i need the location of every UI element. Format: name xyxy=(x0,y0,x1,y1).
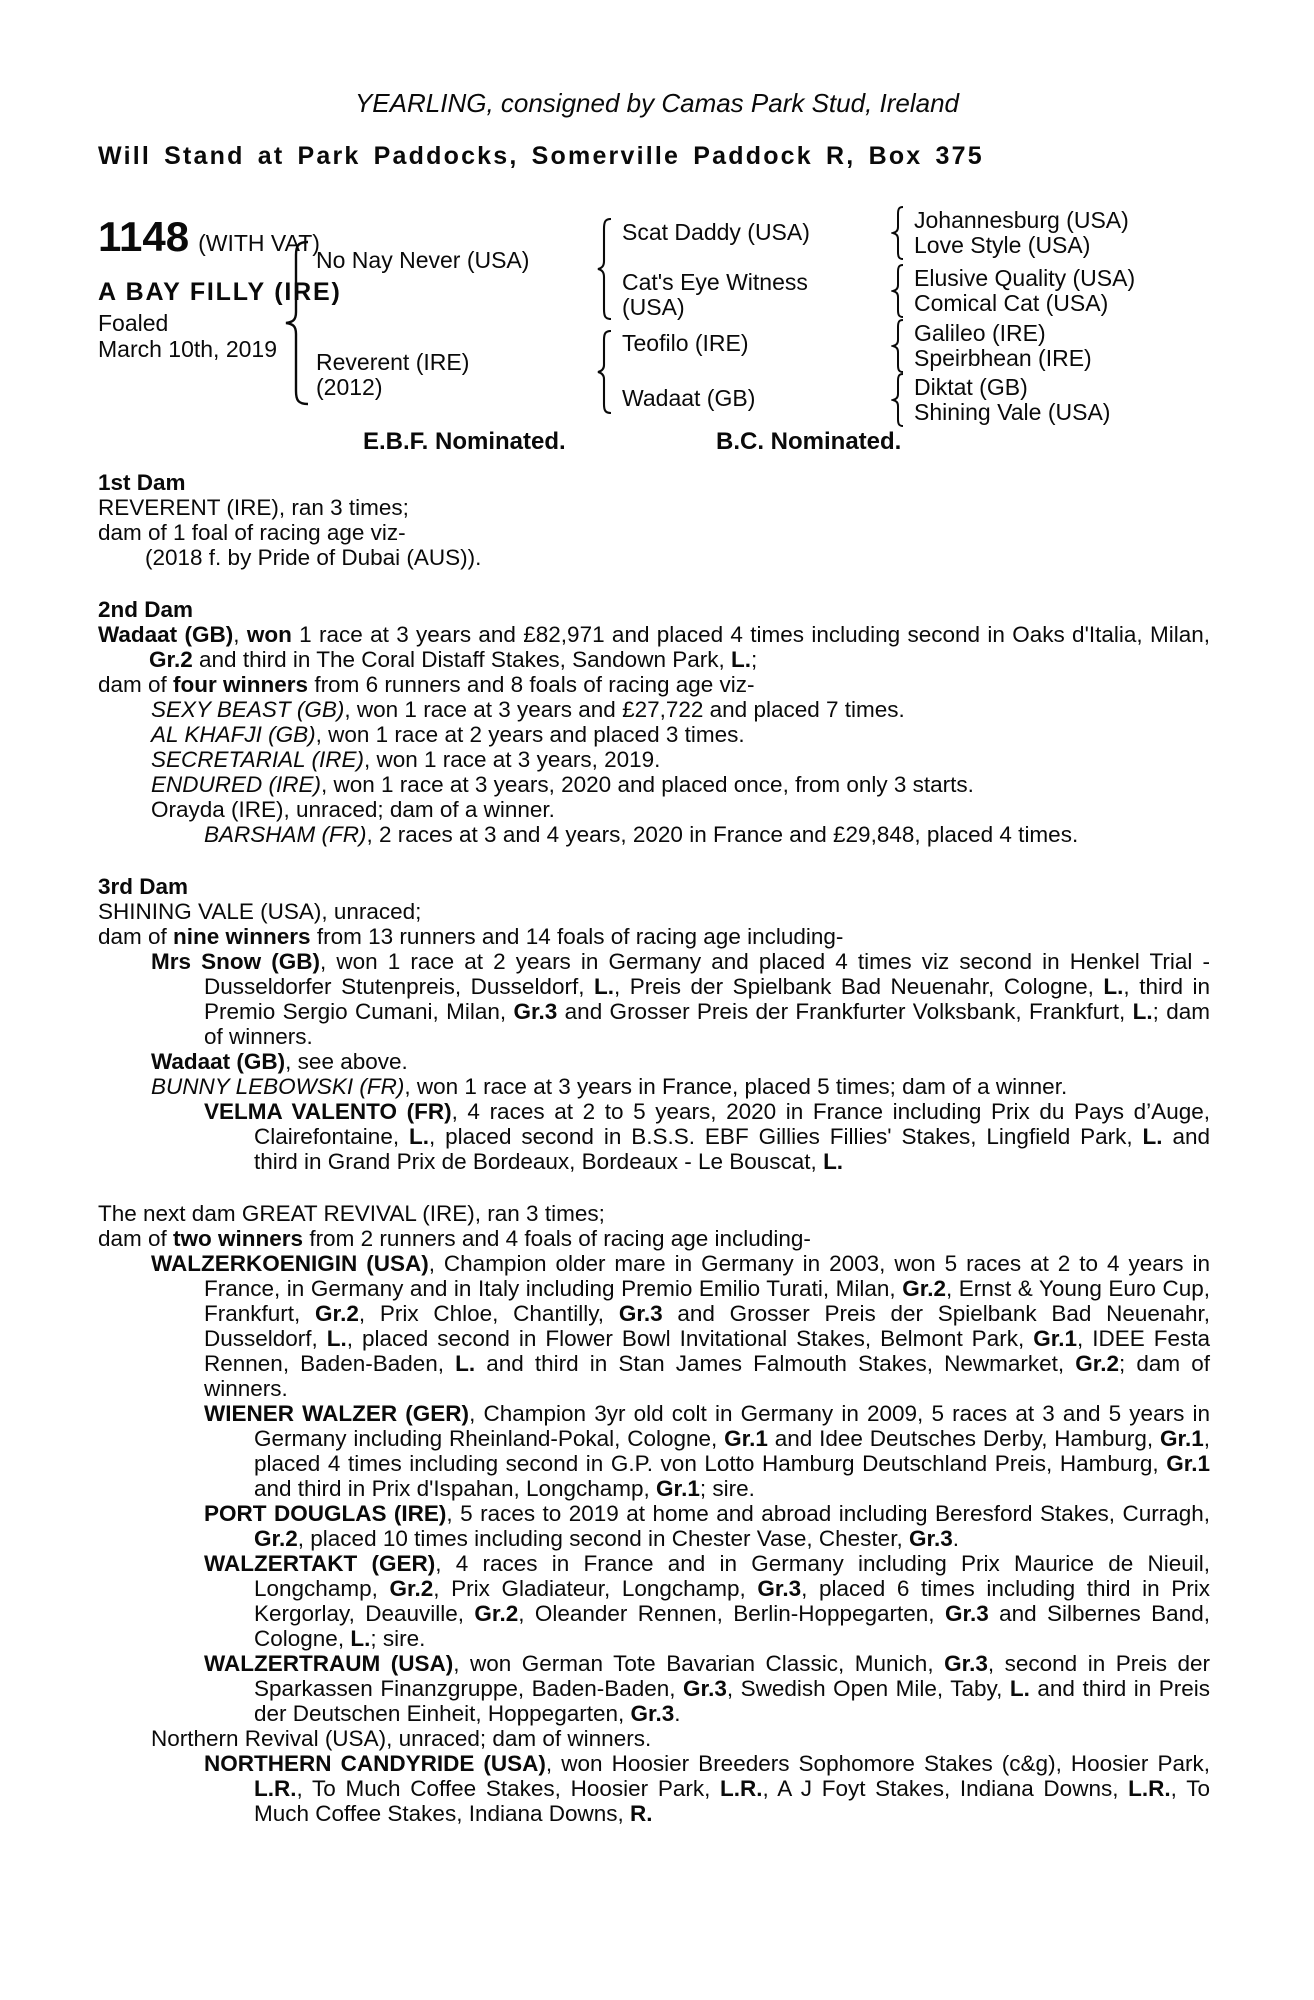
text-segment: , Swedish Open Mile, Taby, xyxy=(726,1676,1010,1701)
text-segment: , 2 races at 3 and 4 years, 2020 in France and £29,848, placed 4 times. xyxy=(366,822,1079,847)
text-segment: and Idee Deutsches Derby, Hamburg, xyxy=(767,1426,1160,1451)
catalogue-paragraph xyxy=(98,747,1210,772)
text-segment: , placed second in B.S.S. EBF Gillies Fillies' Stakes, Lingfield Park, xyxy=(429,1124,1143,1149)
pedigree-sire-sire-dam: Love Style (USA) xyxy=(914,232,1091,258)
pedigree-sire-dam: Cat's Eye Witness (USA) xyxy=(622,269,808,320)
text-segment: , won German Tote Bavarian Classic, Munich, xyxy=(453,1651,945,1676)
text-segment: Mrs Snow (GB) xyxy=(151,949,320,974)
dam-section xyxy=(98,874,1210,1174)
text-segment: , won 1 race at 3 years and £27,722 and placed 7 times. xyxy=(344,697,905,722)
text-segment: and Silbernes Band, Cologne, xyxy=(254,1601,1210,1651)
text-segment: , xyxy=(233,622,247,647)
dam-section-heading: 3rd Dam xyxy=(98,874,189,899)
text-segment: , placed 6 times including third in Prix Kergorlay, Deauville, xyxy=(254,1576,1210,1626)
text-segment: L. xyxy=(350,1626,371,1651)
pedigree-dam-dam: Wadaat (GB) xyxy=(622,385,756,411)
text-segment: and third in Grand Prix de Bordeaux, Bordeaux - Le Bouscat, xyxy=(254,1124,1210,1174)
lot-description: A BAY FILLY (IRE) xyxy=(98,278,342,306)
pedigree-sire: No Nay Never (USA) xyxy=(316,247,530,273)
text-segment: , second in Preis der Sparkassen Finanzgruppe, Baden-Baden, xyxy=(254,1651,1211,1701)
text-segment: dam of xyxy=(98,924,174,949)
text-segment: Gr.3 xyxy=(944,1601,989,1626)
text-segment: Gr.2 xyxy=(1075,1351,1120,1376)
dam-section-heading: 2nd Dam xyxy=(98,597,194,622)
catalogue-paragraph xyxy=(98,697,1210,722)
pedigree-sire-dam-sire: Elusive Quality (USA) xyxy=(914,265,1136,291)
text-segment: Wadaat (GB) xyxy=(98,622,234,647)
text-segment: ; dam of winners. xyxy=(204,999,1210,1049)
consignor-line: YEARLING, consigned by Camas Park Stud, Ireland xyxy=(354,88,960,118)
catalogue-paragraph xyxy=(98,1074,1210,1099)
text-segment: L.R. xyxy=(720,1776,763,1801)
text-segment: Orayda (IRE), unraced; dam of a winner. xyxy=(151,797,555,822)
text-segment: from 13 runners and 14 foals of racing age including- xyxy=(310,924,844,949)
catalogue-paragraph xyxy=(98,1751,1210,1826)
text-segment: , third in Premio Sergio Cumani, Milan, xyxy=(204,974,1210,1024)
text-segment: WALZERTAKT (GER) xyxy=(204,1551,436,1576)
foaled-label: Foaled xyxy=(98,310,169,336)
vat-note: (WITH VAT) xyxy=(198,230,320,256)
text-segment: BARSHAM (FR) xyxy=(204,822,367,847)
text-segment: , Champion 3yr old colt in Germany in 2009, 5 races at 3 and 5 years in Germany including Rheinland-Pokal, Cologne, xyxy=(254,1401,1210,1451)
catalogue-paragraph xyxy=(98,1099,1210,1174)
text-segment: , IDEE Festa Rennen, Baden-Baden, xyxy=(204,1326,1210,1376)
text-segment: Gr.2 xyxy=(474,1601,519,1626)
text-segment: PORT DOUGLAS (IRE) xyxy=(204,1501,447,1526)
text-segment: , placed second in Flower Bowl Invitational Stakes, Belmont Park, xyxy=(346,1326,1034,1351)
text-segment: Gr.3 xyxy=(757,1576,802,1601)
pedigree-dam-brace-icon xyxy=(596,330,614,414)
stand-location-line: Will Stand at Park Paddocks, Somerville Paddock R, Box 375 xyxy=(98,142,984,170)
text-segment: , Champion older mare in Germany in 2003, won 5 races at 2 to 4 years in France, in Germany and in Italy including Premio Emilio Turati, Milan, xyxy=(204,1251,1210,1301)
text-segment: , won 1 race at 3 years, 2020 and placed once, from only 3 starts. xyxy=(321,772,974,797)
catalogue-paragraph xyxy=(98,899,1210,924)
text-segment: BUNNY LEBOWSKI (FR) xyxy=(151,1074,405,1099)
text-segment: , Oleander Rennen, Berlin-Hoppegarten, xyxy=(518,1601,945,1626)
pedigree-sire-brace-icon xyxy=(596,218,614,320)
text-segment: , see above. xyxy=(285,1049,408,1074)
text-segment: L.R. xyxy=(1128,1776,1171,1801)
text-segment: from 6 runners and 8 foals of racing age viz- xyxy=(308,672,755,697)
text-segment: . xyxy=(952,1526,959,1551)
text-segment: ; xyxy=(750,647,758,672)
text-segment: L. xyxy=(1009,1676,1030,1701)
catalogue-paragraph xyxy=(98,949,1210,1049)
catalogue-paragraph xyxy=(98,1401,1210,1501)
text-segment: ; dam of winners. xyxy=(204,1351,1211,1401)
pedigree-dam-dam-dam: Shining Vale (USA) xyxy=(914,399,1111,425)
catalogue-paragraph xyxy=(98,1251,1210,1401)
text-segment: NORTHERN CANDYRIDE (USA) xyxy=(204,1751,546,1776)
pedigree-sire-dam-dam: Comical Cat (USA) xyxy=(914,290,1109,316)
text-segment: Gr.1 xyxy=(656,1476,700,1501)
text-segment: , Preis der Spielbank Bad Neuenahr, Cologne, xyxy=(613,974,1104,999)
pedigree-gg-brace-icon xyxy=(891,264,906,318)
text-segment: , placed 10 times including second in Chester Vase, Chester, xyxy=(297,1526,909,1551)
text-segment: ; sire. xyxy=(370,1626,426,1651)
dam-sections xyxy=(98,470,1210,1826)
pedigree-sire-sire: Scat Daddy (USA) xyxy=(622,219,810,245)
ebf-nomination: E.B.F. Nominated. xyxy=(363,428,566,455)
text-segment: Gr.2 xyxy=(389,1576,434,1601)
text-segment: , Prix Chloe, Chantilly, xyxy=(358,1301,619,1326)
catalogue-paragraph xyxy=(98,1501,1210,1551)
text-segment: Gr.2 xyxy=(149,647,193,672)
catalogue-paragraph xyxy=(98,924,1210,949)
text-segment: , won 1 race at 3 years, 2019. xyxy=(363,747,661,772)
pedigree-dam-sire-sire: Galileo (IRE) xyxy=(914,320,1046,346)
text-segment: (2018 f. by Pride of Dubai (AUS)). xyxy=(145,545,482,570)
text-segment: Gr.3 xyxy=(630,1701,675,1726)
text-segment: and third in Stan James Falmouth Stakes, Newmarket, xyxy=(475,1351,1076,1376)
catalogue-paragraph xyxy=(98,520,1210,545)
text-segment: Gr.2 xyxy=(254,1526,298,1551)
text-segment: Gr.3 xyxy=(513,999,558,1024)
text-segment: L. xyxy=(593,974,614,999)
text-segment: , A J Foyt Stakes, Indiana Downs, xyxy=(762,1776,1129,1801)
pedigree-gg-brace-icon xyxy=(891,373,906,427)
text-segment: , Prix Gladiateur, Longchamp, xyxy=(433,1576,758,1601)
pedigree-dam: Reverent (IRE) xyxy=(316,349,470,375)
text-segment: and third in The Coral Distaff Stakes, Sandown Park, xyxy=(192,647,731,672)
text-segment: Gr.3 xyxy=(908,1526,953,1551)
text-segment: REVERENT (IRE), ran 3 times; xyxy=(98,495,409,520)
text-segment: nine winners xyxy=(173,924,311,949)
text-segment: , 4 races in France and in Germany including Prix Maurice de Nieuil, Longchamp, xyxy=(254,1551,1210,1601)
text-segment: ENDURED (IRE) xyxy=(151,772,322,797)
text-segment: dam of xyxy=(98,1226,174,1251)
text-segment: The next dam GREAT REVIVAL (IRE), ran 3 times; xyxy=(98,1201,605,1226)
text-segment: Gr.1 xyxy=(1033,1326,1077,1351)
dam-section-heading: 1st Dam xyxy=(98,470,186,495)
text-segment: . xyxy=(674,1701,681,1726)
catalogue-paragraph xyxy=(98,1226,1210,1251)
text-segment: , 5 races to 2019 at home and abroad including Beresford Stakes, Curragh, xyxy=(446,1501,1211,1526)
text-segment: , won 1 race at 2 years and placed 3 times. xyxy=(315,722,745,747)
text-segment: won xyxy=(246,622,292,647)
text-segment: , won 1 race at 3 years in France, placed 5 times; dam of a winner. xyxy=(404,1074,1068,1099)
text-segment: from 2 runners and 4 foals of racing age including- xyxy=(303,1226,811,1251)
pedigree-dam-sire-dam: Speirbhean (IRE) xyxy=(914,345,1092,371)
pedigree-dam-dam-sire: Diktat (GB) xyxy=(914,374,1028,400)
text-segment: ; sire. xyxy=(699,1476,755,1501)
text-segment: dam of 1 foal of racing age viz- xyxy=(98,520,406,545)
text-segment: Gr.3 xyxy=(618,1301,663,1326)
text-segment: , Ernst & Young Euro Cup, Frankfurt, xyxy=(204,1276,1210,1326)
text-segment: , To Much Coffee Stakes, Hoosier Park, xyxy=(296,1776,721,1801)
pedigree-gg-brace-icon xyxy=(891,206,906,260)
catalogue-paragraph xyxy=(98,622,1210,672)
text-segment: R. xyxy=(630,1801,653,1826)
text-segment: Gr.1 xyxy=(1159,1426,1204,1451)
text-segment: four winners xyxy=(173,672,309,697)
text-segment: and third in Prix d'Ispahan, Longchamp, xyxy=(254,1476,657,1501)
text-segment: Gr.1 xyxy=(1166,1451,1210,1476)
text-segment: AL KHAFJI (GB) xyxy=(151,722,316,747)
text-segment: and Grosser Preis der Spielbank Bad Neuenahr, Dusseldorf, xyxy=(204,1301,1210,1351)
catalogue-paragraph xyxy=(98,495,1210,520)
catalogue-paragraph xyxy=(98,1651,1210,1726)
text-segment: dam of xyxy=(98,672,174,697)
text-segment: , won 1 race at 2 years in Germany and placed 4 times viz second in Henkel Trial - Dusseldorfer Stutenpreis, Dusseldorf, xyxy=(204,949,1210,999)
pedigree-sire-sire-sire: Johannesburg (USA) xyxy=(914,207,1129,233)
catalogue-paragraph xyxy=(98,1726,1210,1751)
pedigree-main-brace-icon xyxy=(284,240,312,406)
text-segment: L. xyxy=(1132,999,1153,1024)
catalogue-paragraph xyxy=(98,722,1210,747)
text-segment: L. xyxy=(823,1149,844,1174)
text-segment: , placed 4 times including second in G.P. von Lotto Hamburg Deutschland Preis, Hamburg, xyxy=(254,1426,1210,1476)
dam-section xyxy=(98,1201,1210,1826)
dam-section xyxy=(98,597,1210,847)
text-segment: Gr.3 xyxy=(944,1651,988,1676)
text-segment: SEXY BEAST (GB) xyxy=(151,697,345,722)
dam-section xyxy=(98,470,1210,570)
text-segment: VELMA VALENTO (FR) xyxy=(204,1099,452,1124)
foaled-date: March 10th, 2019 xyxy=(98,336,278,362)
pedigree-dam-sire: Teofilo (IRE) xyxy=(622,330,749,356)
lot-number: 1148 xyxy=(98,213,190,260)
text-segment: L. xyxy=(326,1326,347,1351)
text-segment: , 4 races at 2 to 5 years, 2020 in France including Prix du Pays d’Auge, Clairefontaine, xyxy=(254,1099,1210,1149)
text-segment: L.R. xyxy=(254,1776,297,1801)
catalogue-paragraph xyxy=(98,1049,1210,1074)
text-segment: Gr.2 xyxy=(902,1276,946,1301)
catalogue-paragraph xyxy=(98,797,1210,822)
text-segment: 1 race at 3 years and £82,971 and placed 4 times including second in Oaks d'Italia, Milan, xyxy=(291,622,1210,647)
text-segment: Northern Revival (USA), unraced; dam of winners. xyxy=(151,1726,652,1751)
text-segment: SHINING VALE (USA), unraced; xyxy=(98,899,422,924)
catalogue-paragraph xyxy=(98,672,1210,697)
text-segment: WIENER WALZER (GER) xyxy=(204,1401,470,1426)
text-segment: Gr.3 xyxy=(683,1676,727,1701)
text-segment: Gr.1 xyxy=(724,1426,768,1451)
catalogue-paragraph xyxy=(98,1551,1210,1651)
text-segment: WALZERKOENIGIN (USA) xyxy=(151,1251,429,1276)
text-segment: two winners xyxy=(173,1226,304,1251)
pedigree-dam-year: (2012) xyxy=(316,374,383,400)
text-segment: , won Hoosier Breeders Sophomore Stakes (c&g), Hoosier Park, xyxy=(545,1751,1211,1776)
text-segment: L. xyxy=(455,1351,476,1376)
text-segment: L. xyxy=(730,647,751,672)
pedigree-gg-brace-icon xyxy=(891,319,906,373)
text-segment: SECRETARIAL (IRE) xyxy=(151,747,364,772)
text-segment: and Grosser Preis der Frankfurter Volksbank, Frankfurt, xyxy=(557,999,1133,1024)
text-segment: , To Much Coffee Stakes, Indiana Downs, xyxy=(254,1776,1210,1826)
text-segment: L. xyxy=(409,1124,429,1149)
text-segment: WALZERTRAUM (USA) xyxy=(204,1651,454,1676)
text-segment: and third in Preis der Deutschen Einheit, Hoppegarten, xyxy=(254,1676,1211,1726)
catalogue-paragraph xyxy=(98,822,1210,847)
text-segment: L. xyxy=(1142,1124,1163,1149)
text-segment: Wadaat (GB) xyxy=(151,1049,286,1074)
catalogue-paragraph xyxy=(98,772,1210,797)
text-segment: Gr.2 xyxy=(315,1301,359,1326)
text-segment: L. xyxy=(1103,974,1124,999)
catalogue-paragraph xyxy=(98,1201,1210,1226)
bc-nomination: B.C. Nominated. xyxy=(716,428,902,455)
catalogue-paragraph xyxy=(98,545,1210,570)
